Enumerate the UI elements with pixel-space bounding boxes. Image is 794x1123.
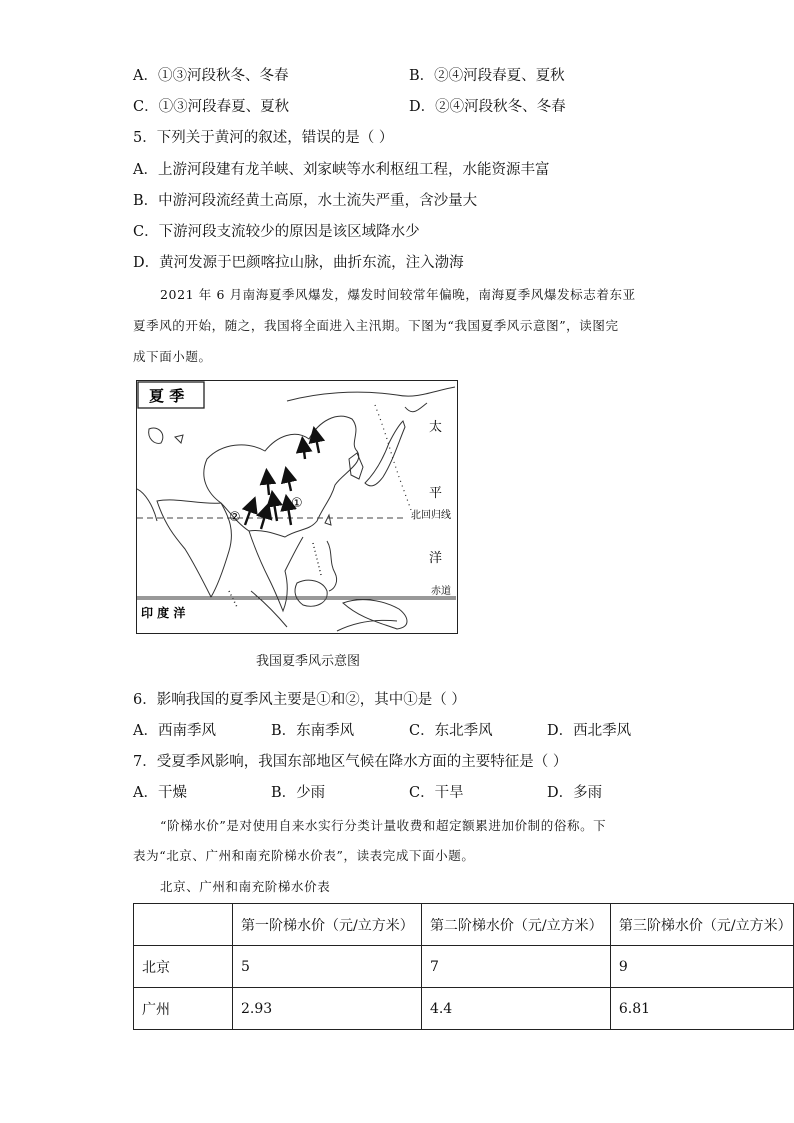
table-header-row [134,904,794,946]
q6-option-c: C．东北季风 [409,723,493,739]
q4-option-c: C．①③河段春夏、夏秋 [133,99,290,115]
passage2-line1: “阶梯水价”是对使用自来水实行分类计量收费和超定额累进加价制的俗称。下 [160,818,607,833]
q5-stem: 5．下列关于黄河的叙述，错误的是（ ） [133,130,394,146]
passage1-line2: 夏季风的开始，随之，我国将全面进入主汛期。下图为“我国夏季风示意图”，读图完 [133,318,619,333]
map-caption: 我国夏季风示意图 [256,654,361,669]
china-outline [204,416,359,537]
monsoon-arrow [315,433,319,453]
passage1-line1: 2021 年 6 月南海夏季风爆发，爆发时间较常年偏晚，南海夏季风爆发标志着东亚 [160,287,636,302]
map-drawing [137,381,456,632]
table-row [134,946,794,988]
q7-option-d: D．多雨 [547,785,603,801]
table-row [134,988,794,1030]
equator-label: 赤道 [431,586,451,597]
tropic-label: 北回归线 [411,510,451,521]
q5-option-c: C．下游河段支流较少的原因是该区域降水少 [133,224,420,240]
marker-1: ① [291,496,303,511]
monsoon-arrow [261,509,267,529]
philippines-outline [327,541,337,591]
q4-option-a: A．①③河段秋冬、冬春 [133,68,289,84]
table-header-cell: 第三阶梯水价（元/立方米） [610,904,793,946]
q5-option-d: D．黄河发源于巴颜喀拉山脉，曲折东流，注入渤海 [133,255,464,271]
q6-option-d: D．西北季风 [547,723,632,739]
table-cell: 7 [421,946,610,988]
monsoon-arrow [267,475,269,495]
dotted-boundary [375,405,415,521]
pacific-label-2: 平 [429,486,443,501]
q7-option-b: B．少雨 [271,785,326,801]
q6-option-b: B．东南季风 [271,723,355,739]
season-label: 夏 季 [149,387,185,405]
pacific-label-1: 太 [429,420,443,435]
q7-stem: 7．受夏季风影响，我国东部地区气候在降水方面的主要特征是（ ） [133,754,568,770]
table-header-cell [134,904,233,946]
table-cell: 9 [610,946,793,988]
indian-ocean-label: 印 度 洋 [141,606,186,620]
q7-option-a: A．干燥 [133,785,187,801]
india-outline [157,500,231,597]
table-title: 北京、广州和南充阶梯水价表 [160,879,331,894]
korea-outline [349,453,363,479]
table-header-cell: 第一阶梯水价（元/立方米） [233,904,422,946]
table-cell: 6.81 [610,988,793,1030]
q6-stem: 6．影响我国的夏季风主要是①和②，其中①是（ ） [133,692,466,708]
water-price-table [133,903,794,1030]
q7-option-c: C．干旱 [409,785,464,801]
summer-monsoon-map [136,380,458,634]
taiwan-outline [325,515,331,525]
pacific-label-3: 洋 [429,551,443,566]
q5-option-a: A．上游河段建有龙羊峡、刘家峡等水利枢纽工程，水能资源丰富 [133,162,550,178]
marker-2: ② [229,510,241,525]
q5-option-b: B．中游河段流经黄土高原，水土流失严重，含沙量大 [133,193,478,209]
table-cell: 北京 [134,946,233,988]
passage1-line3: 成下面小题。 [133,349,212,364]
q6-option-a: A．西南季风 [133,723,216,739]
monsoon-arrow [303,443,305,459]
dotted-islands [313,543,321,575]
q4-option-b: B．②④河段春夏、夏秋 [409,68,565,84]
table-cell: 4.4 [421,988,610,1030]
monsoon-arrow [287,473,291,491]
west-asia-outline [137,489,157,521]
west-islands-outline [149,428,183,443]
table-cell: 广州 [134,988,233,1030]
passage2-line2: 表为“北京、广州和南充阶梯水价表”，读表完成下面小题。 [133,848,475,863]
north-coast-outline [287,387,455,412]
table-cell: 2.93 [233,988,422,1030]
table-cell: 5 [233,946,422,988]
sumatra-outline [251,591,287,627]
borneo-outline [295,580,327,606]
monsoon-arrow [273,497,277,521]
monsoon-arrow [245,503,253,525]
q4-option-d: D．②④河段秋冬、冬春 [409,99,566,115]
table-header-cell: 第二阶梯水价（元/立方米） [421,904,610,946]
